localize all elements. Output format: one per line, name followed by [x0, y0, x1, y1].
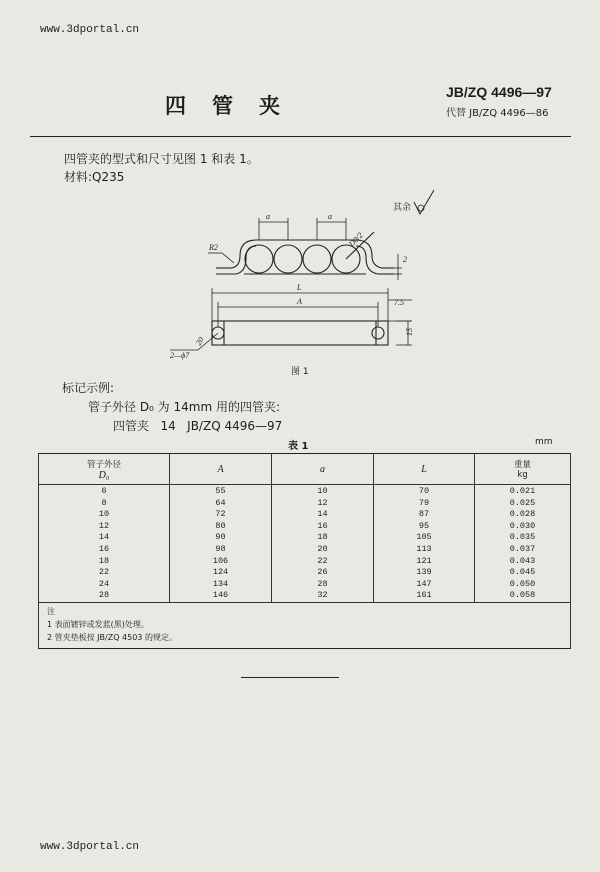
table-row [39, 579, 571, 591]
cell-a: 28 [272, 579, 374, 591]
label-a-2: a [328, 212, 332, 221]
cell-weight: 0.021 [475, 485, 571, 498]
table-row [39, 485, 571, 498]
cell-weight: 0.025 [475, 498, 571, 510]
cell-pipe-od: 8 [39, 498, 170, 510]
note-2: 2 管夹垫板按 JB/ZQ 4503 的规定。 [47, 632, 177, 642]
cell-L: 139 [374, 567, 475, 579]
label-A: A [297, 297, 302, 306]
cell-pipe-od: 24 [39, 579, 170, 591]
cell-weight: 0.058 [475, 590, 571, 602]
cell-L: 105 [374, 532, 475, 544]
cell-A: 55 [170, 485, 272, 498]
a-dimensions [259, 218, 346, 240]
cell-a: 26 [272, 567, 374, 579]
cell-pipe-od: 18 [39, 556, 170, 568]
cell-A: 90 [170, 532, 272, 544]
cell-A: 72 [170, 509, 272, 521]
header-a: a [272, 454, 374, 485]
header-L: L [374, 454, 475, 485]
marking-description: 管子外径 D₀ 为 14mm 用的四管夹: [88, 400, 281, 414]
surface-note: 其余 [393, 203, 412, 213]
cell-L: 147 [374, 579, 475, 591]
notes-heading: 注 [47, 606, 55, 616]
cell-a: 32 [272, 590, 374, 602]
cell-pipe-od: 10 [39, 509, 170, 521]
table-row [39, 556, 571, 568]
label-chamfer: 20 [193, 335, 206, 347]
cell-L: 87 [374, 509, 475, 521]
cell-A: 134 [170, 579, 272, 591]
label-radius: D0/2 [347, 230, 365, 249]
label-L: L [297, 283, 302, 292]
cell-a: 16 [272, 521, 374, 533]
cell-weight: 0.043 [475, 556, 571, 568]
table-notes [39, 602, 571, 648]
cell-L: 161 [374, 590, 475, 602]
cell-L: 121 [374, 556, 475, 568]
label-thickness: 2 [403, 255, 407, 264]
marking-example: 四管夹 14 JB/ZQ 4496—97 [113, 419, 283, 433]
table-row [39, 544, 571, 556]
cell-a: 18 [272, 532, 374, 544]
cell-a: 14 [272, 509, 374, 521]
intro-text: 四管夹的型式和尺寸见图 1 和表 1。 [64, 152, 259, 166]
cell-pipe-od: 6 [39, 485, 170, 498]
table-row [39, 521, 571, 533]
cell-weight: 0.050 [475, 579, 571, 591]
cell-L: 113 [374, 544, 475, 556]
label-r2: R2 [209, 243, 218, 252]
cell-pipe-od: 28 [39, 590, 170, 602]
cell-A: 64 [170, 498, 272, 510]
cell-A: 106 [170, 556, 272, 568]
cell-pipe-od: 14 [39, 532, 170, 544]
table-header-row [39, 454, 571, 485]
watermark-top: www.3dportal.cn [40, 24, 140, 36]
cell-a: 20 [272, 544, 374, 556]
cell-A: 80 [170, 521, 272, 533]
label-a-1: a [266, 212, 270, 221]
figure-1-drawing [0, 0, 600, 380]
figure-caption: 图 1 [291, 367, 309, 377]
cell-a: 22 [272, 556, 374, 568]
cell-L: 79 [374, 498, 475, 510]
material-text: 材料:Q235 [64, 170, 125, 184]
cell-a: 10 [272, 485, 374, 498]
cell-L: 95 [374, 521, 475, 533]
header-A: A [170, 454, 272, 485]
data-table [38, 453, 571, 649]
table-row [39, 567, 571, 579]
header-pipe-od: 管子外径 D₀ [39, 454, 170, 485]
cell-L: 70 [374, 485, 475, 498]
replaces-standard: 代替 JB/ZQ 4496—86 [446, 108, 549, 119]
cell-pipe-od: 22 [39, 567, 170, 579]
standard-number: JB/ZQ 4496—97 [446, 84, 552, 100]
cell-weight: 0.028 [475, 509, 571, 521]
table-row [39, 590, 571, 602]
cell-weight: 0.035 [475, 532, 571, 544]
label-15: 15 [405, 328, 414, 336]
table-unit: mm [535, 437, 553, 447]
watermark-bottom: www.3dportal.cn [40, 841, 140, 853]
clamp-profile [216, 232, 394, 274]
cell-A: 146 [170, 590, 272, 602]
table-row [39, 509, 571, 521]
cell-pipe-od: 16 [39, 544, 170, 556]
cell-A: 98 [170, 544, 272, 556]
page-title: 四管夹 [165, 93, 306, 118]
cell-weight: 0.037 [475, 544, 571, 556]
label-7-5: 7.5 [394, 298, 404, 307]
table-row [39, 532, 571, 544]
plan-view [212, 321, 388, 345]
cell-weight: 0.030 [475, 521, 571, 533]
table-title: 表 1 [288, 441, 309, 452]
cell-pipe-od: 12 [39, 521, 170, 533]
cell-A: 124 [170, 567, 272, 579]
note-1: 1 表面镀锌或发蓝(黑)处理。 [47, 619, 149, 629]
end-rule [241, 677, 339, 678]
cell-a: 12 [272, 498, 374, 510]
label-hole: 2—ϕ7 [170, 351, 190, 360]
marking-heading: 标记示例: [62, 381, 115, 395]
table-row [39, 498, 571, 510]
header-weight: 重量 kg [475, 454, 571, 485]
cell-weight: 0.045 [475, 567, 571, 579]
